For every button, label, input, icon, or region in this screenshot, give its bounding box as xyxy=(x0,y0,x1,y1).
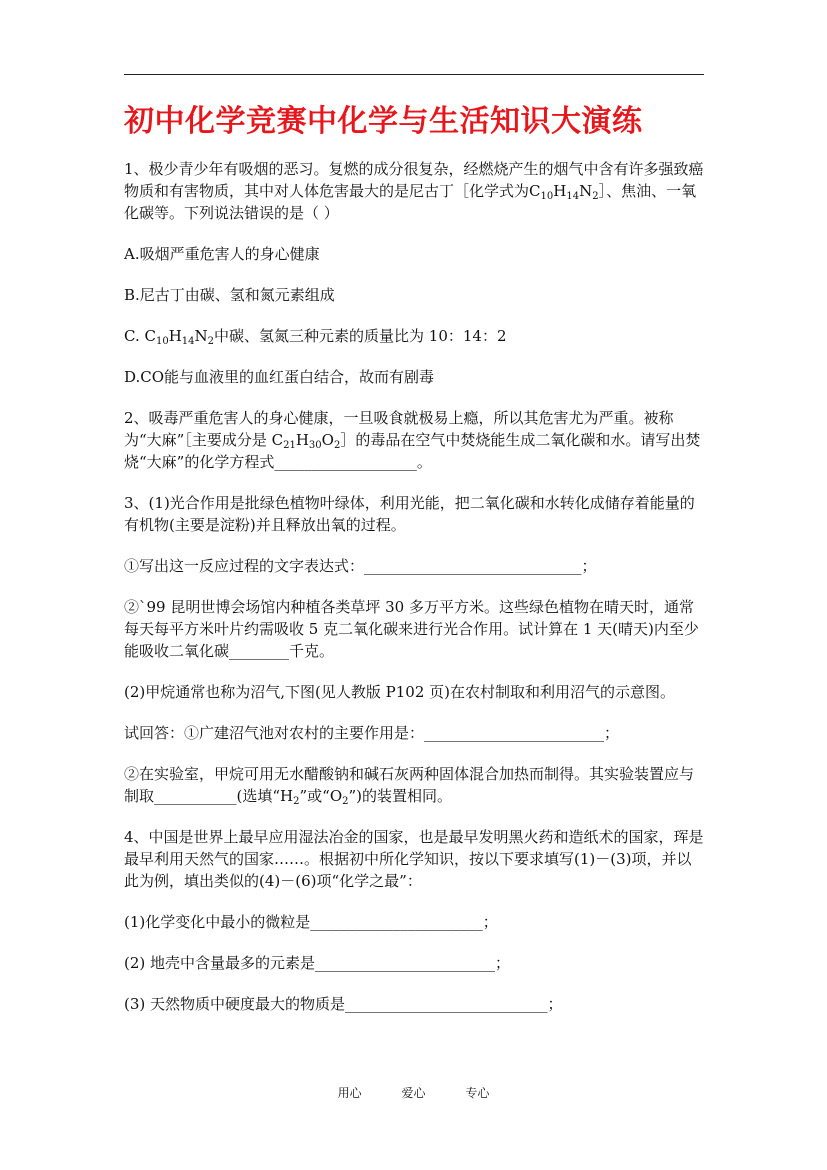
cannabis-formula: $C_{21}H_{30}O_2$ xyxy=(271,431,341,451)
document-body xyxy=(124,158,704,1034)
page-footer xyxy=(0,1085,827,1101)
question-4-stem: 4、中国是世界上最早应用湿法冶金的国家，也是最早发明黑火药和造纸术的国家，珲是最早利用天然气的国家……。根据初中所化学知识，按以下要求填写(1)－(3)项，并以此为例，填出类似的(4)－(6)项“化学之最”： xyxy=(124,828,704,890)
q1-stem-a: 1、极少青少年有吸烟的恶习。复燃的成分很复杂，经燃烧产生的烟气中含有许多强致癌物质和有害物质，其中对人体危害最大的是尼古丁［化学式为 xyxy=(124,160,704,200)
nicotine-formula: $C_{10}H_{14}N_2$ xyxy=(529,182,599,202)
question-4-item-1: (1)化学变化中最小的微粒是_______________________； xyxy=(124,913,498,931)
document-title: 初中化学竞赛中化学与生活知识大演练 xyxy=(124,104,643,139)
question-3-part-2: (2)甲烷通常也称为沼气,下图(见人教版 P102 页)在农村制取和利用沼气的示意图。 xyxy=(124,683,675,701)
footer-right: 专心 xyxy=(465,1086,490,1100)
question-3-part-1: 3、(1)光合作用是批绿色植物叶绿体，利用光能，把二氧化碳和水转化成储存着能量的有机物(主要是淀粉)并且释放出氧的过程。 xyxy=(124,494,695,534)
header-rule xyxy=(124,74,704,75)
footer-left: 用心 xyxy=(337,1086,362,1100)
question-3-answer-1: 试回答：①广建沼气池对农村的主要作用是：________________________； xyxy=(124,724,620,742)
q1-stem-b: ］、焦油、一氧化碳等。下列说法错误的是（ ） xyxy=(124,182,697,222)
question-3-answer-2: ②在实验室，甲烷可用无水醋酸钠和碱石灰两种固体混合加热而制得。其实验装置应与制取___________(选填“$H_2$”或“$O_2$”)的装置相同。 xyxy=(124,765,695,807)
q1-option-c: C. $C_{10}H_{14}N_2$中碳、氢氮三种元素的质量比为 10：14：2 xyxy=(124,327,507,347)
question-3-sub-2: ②`99 昆明世博会场馆内种植各类草坪 30 多万平方米。这些绿色植物在晴天时，通常每天每平方米叶片约需吸收 5 克二氧化碳来进行光合作用。试计算在 1 天(晴天)内至少能吸收二氧化碳________千克。 xyxy=(124,598,699,660)
nicotine-formula-c: $C_{10}H_{14}N_2$ xyxy=(144,327,215,347)
question-1-stem xyxy=(124,158,704,224)
question-2: 2、吸毒严重危害人的身心健康，一旦吸食就极易上瘾，所以其危害尤为严重。被称为“大麻”［主要成分是 $C_{21}H_{30}O_2]$的毒品在空气中焚烧能生成二氧化碳和水。请写出焚烧“大麻”的化学方程式___________________。 xyxy=(124,409,701,471)
question-3-sub-1: ①写出这一反应过程的文字表达式：_____________________________； xyxy=(124,557,597,575)
q1-option-a: A.吸烟严重危害人的身心健康 xyxy=(124,245,320,263)
q1-option-b: B.尼古丁由碳、氢和氮元素组成 xyxy=(124,286,335,304)
q1-option-d: D.CO能与血液里的血红蛋白结合，故而有剧毒 xyxy=(124,368,435,386)
footer-middle: 爱心 xyxy=(401,1086,426,1100)
question-4-item-3: (3) 天然物质中硬度最大的物质是___________________________； xyxy=(124,995,563,1013)
question-4-item-2: (2) 地壳中含量最多的元素是________________________； xyxy=(124,954,511,972)
